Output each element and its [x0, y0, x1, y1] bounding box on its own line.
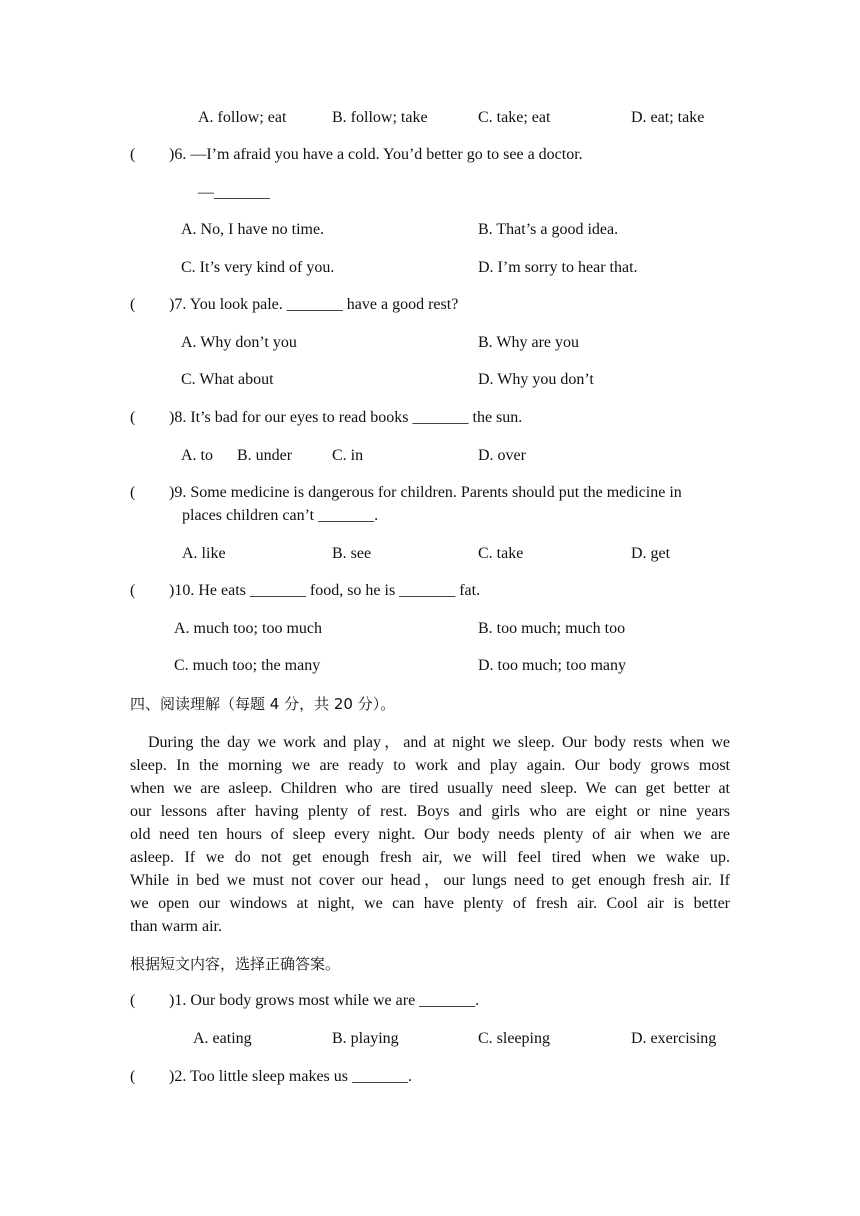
q5-option-c: C. take; eat — [478, 109, 551, 126]
passage-line: sleep. In the morning we are ready to work and play again. Our body grows most — [130, 757, 730, 774]
q10-option-a: A. much too; too much — [174, 620, 322, 637]
passage-line: than warm air. — [130, 918, 222, 935]
passage-line: While in bed we must not cover our head，our lungs need to get enough fresh air. If — [130, 872, 730, 889]
passage-line: our lessons after having plenty of rest. Boys and girls who are eight or nine years — [130, 803, 730, 820]
q10-answer-paren: ( — [130, 582, 136, 599]
q8-option-d: D. over — [478, 447, 526, 464]
r1-answer-paren: ( — [130, 992, 136, 1009]
q8-option-b: B. under — [237, 447, 293, 464]
q9-stem-line1: )9. Some medicine is dangerous for children. Parents should put the medicine in — [169, 484, 682, 501]
q7-option-b: B. Why are you — [478, 334, 580, 351]
r2-answer-paren: ( — [130, 1068, 136, 1085]
q7-option-a: A. Why don’t you — [181, 334, 297, 351]
q10-stem: )10. He eats _______ food, so he is _______ fat. — [169, 582, 481, 599]
q9-option-a: A. like — [182, 545, 226, 562]
q10-option-c: C. much too; the many — [174, 657, 321, 674]
section-4-heading: 四、阅读理解（每题 4 分，共 20 分）。 — [130, 695, 396, 713]
q7-answer-paren: ( — [130, 296, 136, 313]
q8-option-c: C. in — [332, 447, 364, 464]
q6-option-c: C. It’s very kind of you. — [181, 259, 335, 276]
q6-option-d: D. I’m sorry to hear that. — [478, 259, 638, 276]
q8-stem: )8. It’s bad for our eyes to read books _______ the sun. — [169, 409, 523, 426]
reading-passage — [130, 731, 730, 938]
q9-option-b: B. see — [332, 545, 372, 562]
q6-reply-blank: —_______ — [198, 184, 270, 201]
q9-option-c: C. take — [478, 545, 524, 562]
q7-stem: )7. You look pale. _______ have a good rest? — [169, 296, 459, 313]
q10-option-d: D. too much; too many — [478, 657, 626, 674]
r1-option-d: D. exercising — [631, 1030, 717, 1047]
passage-line: old need ten hours of sleep every night. Our body needs plenty of air when we are — [130, 826, 730, 843]
passage-line: asleep. If we do not get enough fresh air, we will feel tired when we wake up. — [130, 849, 730, 866]
q9-answer-paren: ( — [130, 484, 136, 501]
q7-option-d: D. Why you don’t — [478, 371, 594, 388]
r1-option-c: C. sleeping — [478, 1030, 550, 1047]
r1-stem: )1. Our body grows most while we are _______. — [169, 992, 480, 1009]
q8-answer-paren: ( — [130, 409, 136, 426]
q7-option-c: C. What about — [181, 371, 274, 388]
q6-option-b: B. That’s a good idea. — [478, 221, 619, 238]
q10-option-b: B. too much; much too — [478, 620, 626, 637]
q6-option-a: A. No, I have no time. — [181, 221, 325, 238]
passage-line: when we are asleep. Children who are tired usually need sleep. We can get better at — [130, 780, 730, 797]
q6-answer-paren: ( — [130, 146, 136, 163]
q9-stem-line2: places children can’t _______. — [182, 507, 379, 524]
q5-option-d: D. eat; take — [631, 109, 705, 126]
q9-option-d: D. get — [631, 545, 671, 562]
q5-option-b: B. follow; take — [332, 109, 428, 126]
r1-option-a: A. eating — [193, 1030, 252, 1047]
q8-option-a: A. to — [181, 447, 213, 464]
q5-option-a: A. follow; eat — [198, 109, 287, 126]
passage-line: During the day we work and play，and at night we sleep. Our body rests when we — [148, 734, 730, 751]
r1-option-b: B. playing — [332, 1030, 399, 1047]
q6-stem: )6. —I’m afraid you have a cold. You’d better go to see a doctor. — [169, 146, 583, 163]
reading-instruction: 根据短文内容，选择正确答案。 — [130, 955, 341, 973]
passage-line: we open our windows at night, we can have plenty of fresh air. Cool air is better — [130, 895, 730, 912]
r2-stem: )2. Too little sleep makes us _______. — [169, 1068, 412, 1085]
